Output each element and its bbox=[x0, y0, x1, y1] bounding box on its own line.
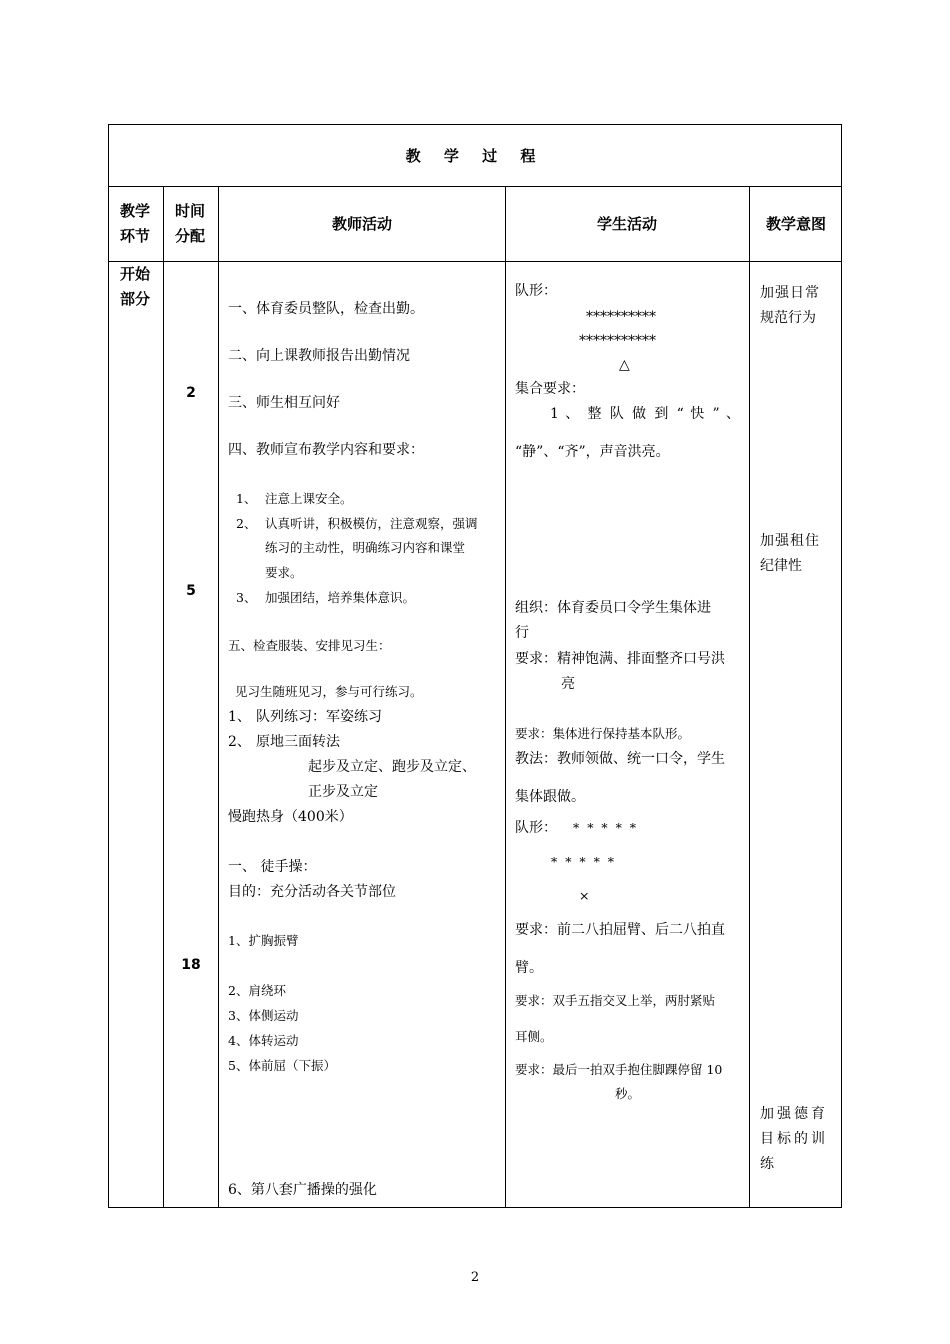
drill-text: 原地三面转法 bbox=[256, 734, 340, 750]
student-text: 亮 bbox=[561, 676, 575, 692]
intent-text: 练 bbox=[760, 1156, 774, 1172]
formation-row: ********** bbox=[586, 309, 656, 325]
teacher-step: 二、向上课教师报告出勤情况 bbox=[228, 348, 410, 364]
header-section-line: 教学 bbox=[120, 202, 151, 220]
divider bbox=[505, 186, 506, 1207]
requirement-number: 3、 bbox=[236, 590, 257, 605]
student-text: 集合要求： bbox=[515, 381, 585, 397]
time-value: 2 bbox=[186, 385, 196, 401]
requirement-text: 认真听讲，积极模仿，注意观察，强调 bbox=[265, 516, 478, 531]
student-text: 臂。 bbox=[515, 960, 543, 976]
header-intent: 教学意图 bbox=[765, 215, 826, 233]
teacher-position-icon: × bbox=[579, 888, 590, 903]
student-text: 要求：前二八拍屈臂、后二八拍直 bbox=[515, 922, 725, 938]
intent-text: 目标的训 bbox=[760, 1131, 828, 1147]
section-label-line: 部分 bbox=[120, 290, 151, 308]
drill-text: 队列练习：军姿练习 bbox=[256, 709, 382, 725]
header-time-line: 时间 bbox=[175, 202, 206, 220]
header-student: 学生活动 bbox=[596, 215, 657, 233]
student-text: 行 bbox=[515, 625, 529, 641]
header-section-line: 环节 bbox=[120, 227, 151, 245]
exercise-goal: 目的：充分活动各关节部位 bbox=[228, 884, 396, 900]
page-number: 2 bbox=[470, 1270, 480, 1285]
teacher-step: 一、体育委员整队，检查出勤。 bbox=[228, 301, 424, 317]
exercise-item: 1、扩胸振臂 bbox=[228, 933, 299, 948]
requirement-text: 要求。 bbox=[265, 565, 303, 580]
header-time bbox=[175, 199, 205, 249]
section-label bbox=[120, 262, 150, 312]
exercise-item: 3、体侧运动 bbox=[228, 1008, 299, 1023]
exercise-item: 5、体前屈（下振） bbox=[228, 1058, 336, 1073]
student-text: 1 、 整 队 做 到 “ 快 ” 、 bbox=[550, 406, 740, 422]
requirement-number: 1、 bbox=[236, 491, 257, 506]
divider bbox=[163, 186, 164, 1207]
exercise-item: 6、第八套广播操的强化 bbox=[228, 1182, 377, 1198]
student-text: 要求：最后一拍双手抱住脚踝停留 10 bbox=[515, 1062, 723, 1077]
teacher-step: 四、教师宣布教学内容和要求： bbox=[228, 442, 424, 458]
student-formation-label: 队形： bbox=[515, 820, 557, 836]
teacher-note: 见习生随班见习，参与可行练习。 bbox=[235, 684, 423, 699]
student-text: 要求：精神饱满、排面整齐口号洪 bbox=[515, 651, 725, 667]
student-text: 耳侧。 bbox=[515, 1029, 553, 1044]
section-label-line: 开始 bbox=[120, 265, 151, 283]
header-section bbox=[120, 199, 150, 249]
drill-text: 慢跑热身（400米） bbox=[228, 809, 353, 825]
time-value: 18 bbox=[181, 957, 201, 973]
teaching-process-table bbox=[108, 124, 842, 1208]
exercise-item: 4、体转运动 bbox=[228, 1033, 299, 1048]
intent-text: 加强日常 bbox=[760, 285, 820, 301]
student-text: 教法：教师领做、统一口令，学生 bbox=[515, 751, 725, 767]
student-text: 集体跟做。 bbox=[515, 789, 585, 805]
requirement-text: 练习的主动性，明确练习内容和课堂 bbox=[265, 540, 466, 555]
intent-text: 加强德育 bbox=[760, 1106, 828, 1122]
intent-text: 加强租住 bbox=[760, 533, 820, 549]
drill-text: 起步及立定、跑步及立定、 bbox=[308, 759, 476, 775]
exercise-item: 2、肩绕环 bbox=[228, 983, 286, 998]
teacher-position-icon: △ bbox=[619, 357, 630, 373]
table-title: 教 学 过 程 bbox=[405, 147, 545, 165]
requirement-text: 加强团结，培养集体意识。 bbox=[265, 590, 416, 605]
drill-number: 2、 bbox=[228, 734, 251, 750]
teacher-step: 三、师生相互问好 bbox=[228, 395, 340, 411]
divider bbox=[749, 186, 750, 1207]
teacher-step: 五、检查服装、安排见习生： bbox=[228, 638, 391, 653]
student-text: “静”、“齐”，声音洪亮。 bbox=[515, 444, 670, 460]
formation-row: *********** bbox=[579, 333, 656, 349]
drill-number: 1、 bbox=[228, 709, 251, 725]
divider bbox=[218, 186, 219, 1207]
student-text: 要求：双手五指交叉上举，两肘紧贴 bbox=[515, 993, 716, 1008]
intent-text: 规范行为 bbox=[760, 310, 816, 326]
requirement-text: 注意上课安全。 bbox=[265, 491, 353, 506]
formation-row: * * * * * bbox=[551, 854, 615, 869]
header-time-line: 分配 bbox=[175, 227, 206, 245]
time-value: 5 bbox=[186, 583, 196, 599]
intent-text: 纪律性 bbox=[760, 558, 802, 574]
student-text: 要求：集体进行保持基本队形。 bbox=[515, 726, 691, 741]
exercise-title: 一、 徒手操： bbox=[228, 859, 317, 875]
student-text: 秒。 bbox=[615, 1086, 641, 1101]
student-formation-label: 队形： bbox=[515, 283, 557, 299]
student-text: 组织：体育委员口令学生集体进 bbox=[515, 600, 711, 616]
requirement-number: 2、 bbox=[236, 516, 257, 531]
drill-text: 正步及立定 bbox=[308, 784, 378, 800]
header-teacher: 教师活动 bbox=[331, 215, 392, 233]
formation-row: * * * * * bbox=[573, 820, 637, 835]
